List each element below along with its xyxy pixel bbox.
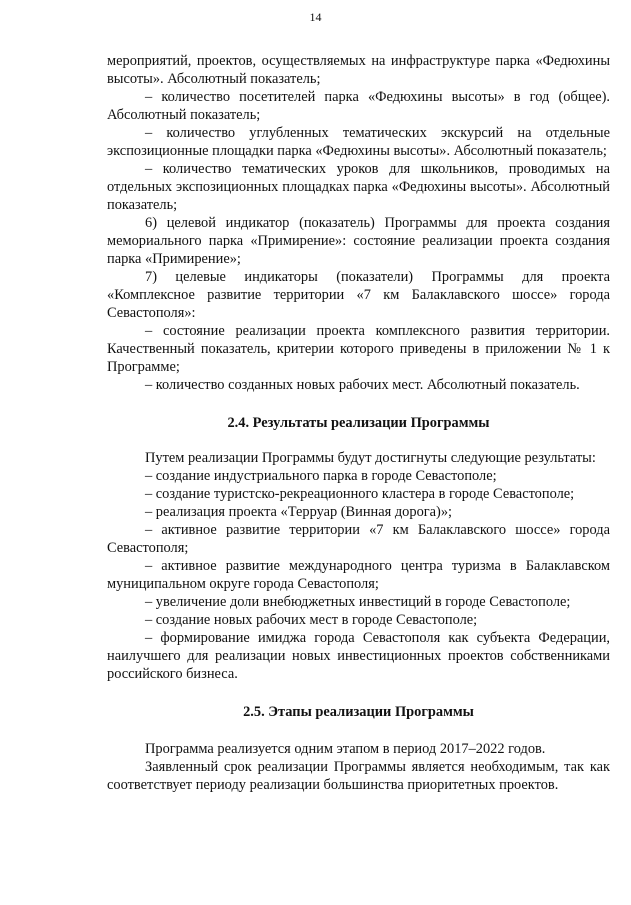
list-item: – создание туристско-рекреационного кластера в городе Севастополе; bbox=[145, 486, 575, 502]
list-item: – формирование имиджа города Севастополя как субъекта Федерации, наилучшего для реализации новых инвестиционных проектов собственниками российского бизнеса. bbox=[107, 630, 610, 682]
list-item: – увеличение доли внебюджетных инвестиций в городе Севастополе; bbox=[145, 594, 571, 610]
paragraph: мероприятий, проектов, осуществляемых на инфраструктуре парка «Федюхины высоты». Абсолютный показатель; bbox=[107, 53, 610, 87]
paragraph: – состояние реализации проекта комплексного развития территории. Качественный показатель, критерии которого приведены в приложении № 1 к Программе; bbox=[107, 323, 610, 375]
list-item: – активное развитие международного центра туризма в Балаклавском муниципальном округе города Севастополя; bbox=[107, 558, 610, 592]
list-item: – создание индустриального парка в городе Севастополе; bbox=[145, 468, 497, 484]
paragraph: Программа реализуется одним этапом в период 2017–2022 годов. bbox=[145, 741, 546, 757]
section-heading: 2.4. Результаты реализации Программы bbox=[227, 415, 490, 431]
paragraph: – количество тематических уроков для школьников, проводимых на отдельных экспозиционных площадках парка «Федюхины высоты». Абсолютный показатель; bbox=[107, 161, 610, 213]
paragraph: Заявленный срок реализации Программы является необходимым, так как соответствует периоду реализации большинства приоритетных проектов. bbox=[107, 759, 610, 793]
list-item: – реализация проекта «Терруар (Винная дорога)»; bbox=[145, 504, 453, 520]
list-item: – создание новых рабочих мест в городе Севастополе; bbox=[145, 612, 478, 628]
page-number: 14 bbox=[309, 10, 322, 24]
paragraph: – количество углубленных тематических экскурсий на отдельные экспозиционные площадки парка «Федюхины высоты». Абсолютный показатель; bbox=[107, 125, 610, 159]
paragraph: 6) целевой индикатор (показатель) Программы для проекта создания мемориального парка «Примирение»: состояние реализации проекта создания парка «Примирение»; bbox=[107, 215, 610, 267]
paragraph: Путем реализации Программы будут достигнуты следующие результаты: bbox=[145, 450, 596, 466]
page-content bbox=[107, 52, 610, 794]
paragraph: – количество созданных новых рабочих мест. Абсолютный показатель. bbox=[145, 377, 580, 393]
paragraph: – количество посетителей парка «Федюхины высоты» в год (общее). Абсолютный показатель; bbox=[107, 89, 610, 123]
paragraph: 7) целевые индикаторы (показатели) Программы для проекта «Комплексное развитие территории «7 км Балаклавского шоссе» города Севастополя»: bbox=[107, 269, 610, 321]
section-heading: 2.5. Этапы реализации Программы bbox=[243, 704, 474, 720]
list-item: – активное развитие территории «7 км Балаклавского шоссе» города Севастополя; bbox=[107, 522, 610, 556]
